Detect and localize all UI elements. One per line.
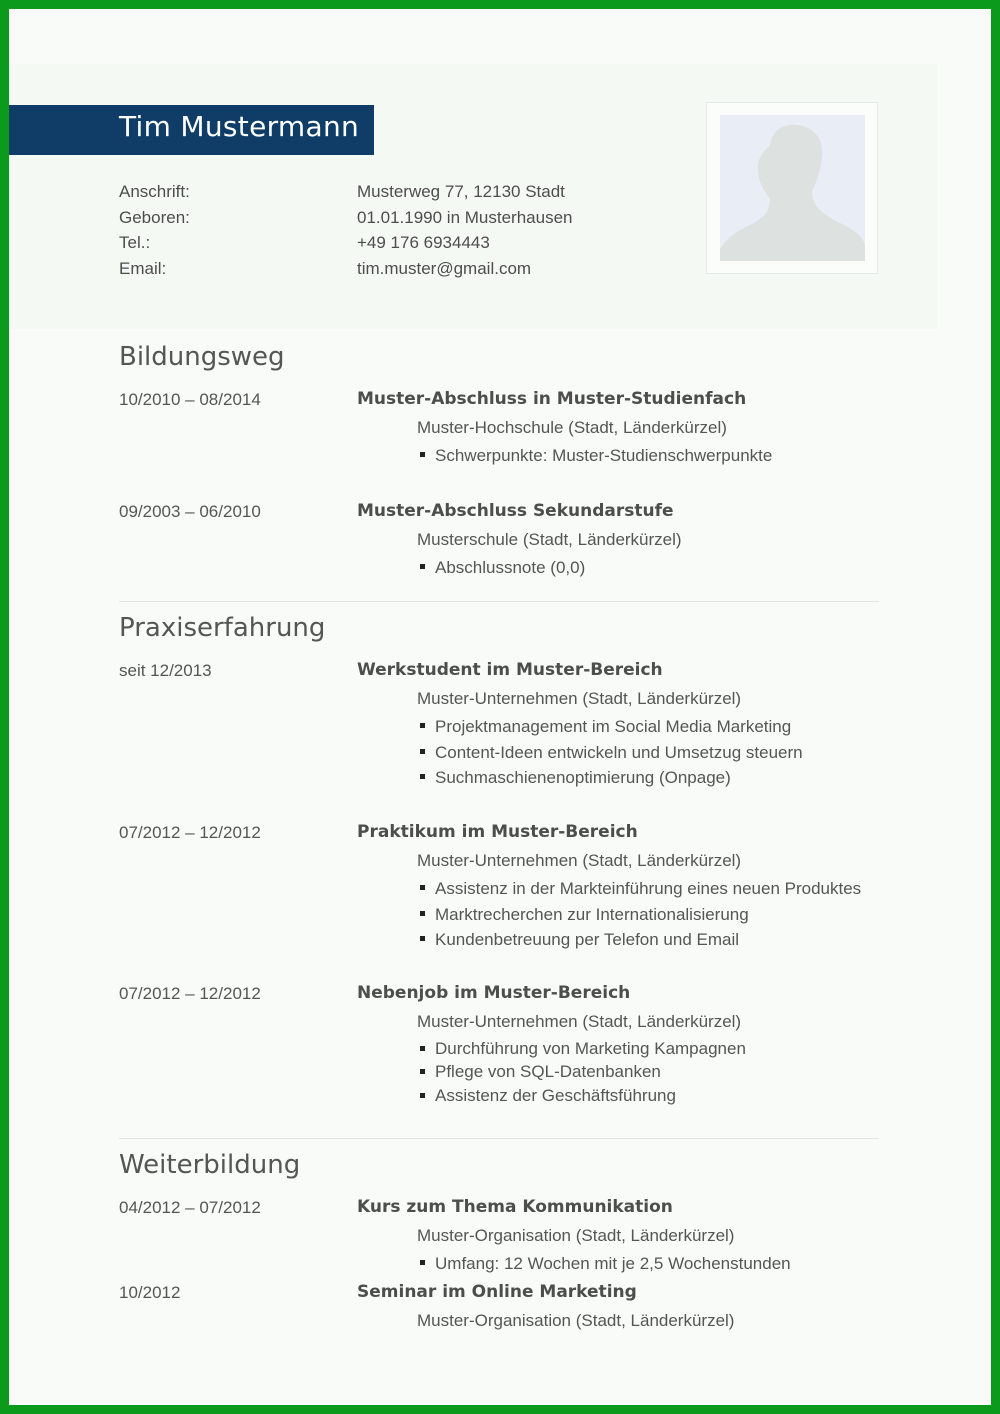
section-title-education: Bildungsweg bbox=[119, 342, 285, 372]
bullet-item: Schwerpunkte: Muster-Studienschwerpunkte bbox=[417, 443, 772, 469]
entry-title: Kurs zum Thema Kommunikation bbox=[357, 1197, 673, 1217]
entry-title: Muster-Abschluss Sekundarstufe bbox=[357, 501, 674, 521]
entry-organization: Musterschule (Stadt, Länderkürzel) bbox=[417, 530, 682, 549]
entry-organization: Muster-Organisation (Stadt, Länderkürzel) bbox=[417, 1311, 735, 1330]
section-title-experience: Praxiserfahrung bbox=[119, 613, 326, 643]
entry-bullet-list bbox=[417, 555, 585, 581]
bullet-item: Abschlussnote (0,0) bbox=[417, 555, 585, 581]
bullet-item: Content-Ideen entwickeln und Umsetzug steuern bbox=[417, 740, 803, 766]
entry-title: Praktikum im Muster-Bereich bbox=[357, 822, 638, 842]
entry-organization: Muster-Unternehmen (Stadt, Länderkürzel) bbox=[417, 689, 742, 708]
entry-date: 09/2003 – 06/2010 bbox=[119, 502, 261, 521]
bullet-item: Suchmaschienenoptimierung (Onpage) bbox=[417, 765, 803, 791]
contact-value: +49 176 6934443 bbox=[357, 233, 490, 252]
entry-organization: Muster-Organisation (Stadt, Länderkürzel) bbox=[417, 1226, 735, 1245]
contact-block bbox=[119, 179, 573, 281]
entry-title: Muster-Abschluss in Muster-Studienfach bbox=[357, 389, 747, 409]
entry-bullet-list bbox=[417, 876, 861, 953]
contact-value: Musterweg 77, 12130 Stadt bbox=[357, 182, 565, 201]
bullet-item: Pflege von SQL-Datenbanken bbox=[417, 1060, 746, 1083]
entry-bullet-list bbox=[417, 443, 772, 469]
entry-date: 04/2012 – 07/2012 bbox=[119, 1198, 261, 1217]
entry-title: Werkstudent im Muster-Bereich bbox=[357, 660, 663, 680]
contact-value: 01.01.1990 in Musterhausen bbox=[357, 207, 573, 227]
contact-row-birth bbox=[119, 205, 573, 231]
contact-row-email bbox=[119, 256, 573, 282]
bullet-item: Marktrecherchen zur Internationalisierung bbox=[417, 902, 861, 928]
section-title-training: Weiterbildung bbox=[119, 1150, 301, 1180]
contact-label: Tel.: bbox=[119, 233, 151, 252]
entry-bullet-list bbox=[417, 714, 803, 791]
entry-organization: Muster-Unternehmen (Stadt, Länderkürzel) bbox=[417, 1012, 742, 1031]
contact-value: tim.muster@gmail.com bbox=[357, 258, 532, 278]
profile-photo-frame bbox=[706, 102, 878, 274]
candidate-name: Tim Mustermann bbox=[119, 110, 360, 143]
bullet-item: Umfang: 12 Wochen mit je 2,5 Wochenstunden bbox=[417, 1251, 791, 1277]
bullet-item: Kundenbetreuung per Telefon und Email bbox=[417, 927, 861, 953]
section-divider bbox=[119, 1138, 879, 1139]
bullet-item: Assistenz in der Markteinführung eines neuen Produktes bbox=[417, 876, 861, 902]
entry-bullet-list bbox=[417, 1251, 791, 1277]
contact-label: Anschrift: bbox=[119, 182, 190, 201]
bullet-item: Projektmanagement im Social Media Marketing bbox=[417, 714, 803, 740]
entry-title: Seminar im Online Marketing bbox=[357, 1282, 637, 1302]
entry-organization: Muster-Hochschule (Stadt, Länderkürzel) bbox=[417, 418, 727, 437]
section-divider bbox=[119, 601, 879, 602]
entry-organization: Muster-Unternehmen (Stadt, Länderkürzel) bbox=[417, 851, 742, 870]
name-banner bbox=[9, 105, 374, 155]
contact-row-address bbox=[119, 179, 573, 205]
bullet-item: Assistenz der Geschäftsführung bbox=[417, 1084, 746, 1107]
bullet-item: Durchführung von Marketing Kampagnen bbox=[417, 1037, 746, 1060]
entry-date: seit 12/2013 bbox=[119, 661, 212, 680]
contact-row-phone bbox=[119, 230, 573, 256]
entry-date: 07/2012 – 12/2012 bbox=[119, 984, 261, 1003]
entry-title: Nebenjob im Muster-Bereich bbox=[357, 983, 631, 1003]
person-silhouette-icon bbox=[720, 115, 865, 261]
entry-bullet-list bbox=[417, 1037, 746, 1107]
entry-date: 10/2010 – 08/2014 bbox=[119, 390, 261, 409]
entry-date: 07/2012 – 12/2012 bbox=[119, 823, 261, 842]
profile-photo bbox=[720, 115, 865, 261]
entry-date: 10/2012 bbox=[119, 1283, 181, 1302]
contact-label: Geboren: bbox=[119, 207, 190, 227]
contact-label: Email: bbox=[119, 258, 167, 278]
